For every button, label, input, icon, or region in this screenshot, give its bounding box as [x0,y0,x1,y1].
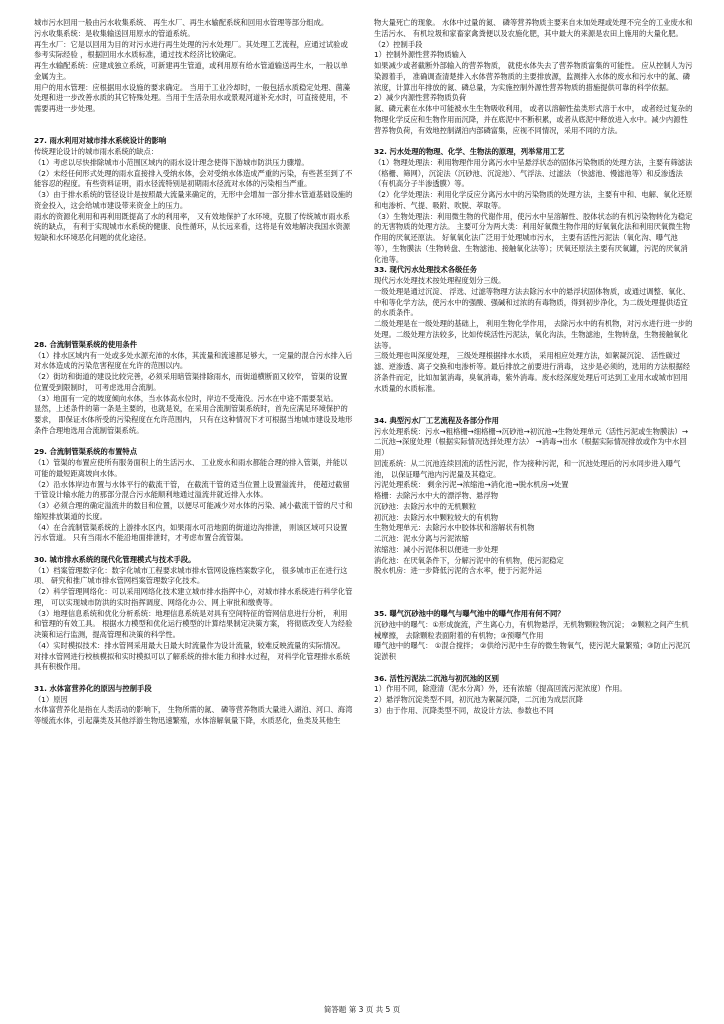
paragraph: 3）由于作用、沉降类型不同，故设计方法、参数也不同 [374,705,554,715]
paragraph: 物大量死亡的现象。 水体中过量的氮、 磷等营养物质主要来自未加处理或处理不完全的工业废水和生活污水、 有机垃圾和家畜家禽粪便以及农施化肥，其中最大的来源是农田上施用的大量化肥。 [374,18,693,38]
paragraph: 现代污水处理技术按处理程度划分三级。 [374,276,506,285]
paragraph: 传统理论设计的城市雨水系统的缺点： [34,147,159,156]
paragraph: 再生水输配系统：应建成独立系统，可新建再生管道，或利用原有给水管道输送再生水，一般以单金属为主。 [34,61,348,81]
spacer [34,115,354,137]
paragraph: 1）控制外源性营养物质输入 [374,50,467,60]
spacer [374,136,694,147]
left-column [34,18,354,727]
paragraph: 雨水的资源化利用和再利用既提高了水的利用率， 又有效地保护了水环境，克服了传统城市雨水系统的缺点， 有利于实现城市水系统的健康、良性循环，从长远来看，这将是有效地解决我国水资源短缺和水环境恶化问题的优化途径。 [34,211,351,242]
paragraph: 2）减少内源性营养物质负荷 [374,93,467,103]
paragraph: 污泥处理系统： 剩余污泥→浓缩池→消化池→脱水机房→处置 [374,480,569,490]
section-heading: 31. 水体富营养化的原因与控制手段 [34,683,152,693]
paragraph: 回流系统：从二沉池连续回流的活性污泥，作为接种污泥，和一沉池处理后的污水同步进入曝气池， 以保证曝气池内污泥量及其稳定。 [374,458,681,479]
paragraph: （2）化学处理法：利用化学反应分离污水中的污染物质的处理方法，主要有中和、电解、氧化还原和电渗析、气提、吸附、吹脱、萃取等。 [374,190,693,210]
paragraph: （1）排水区域内有一处或多处水源充沛的水体，其流量和流速都足够大，一定量的混合污水排入后对水体造成的污染危害程度在允许的范围以内。 [34,350,353,371]
paragraph: 消化池：在厌氧条件下，分解污泥中的有机物，使污泥稳定 [374,555,564,565]
paragraph: 水体富营养化是指在人类活动的影响下， 生物所需的氮、 磷等营养物质大量进入湖泊、河口、海湾等缓流水体，引起藻类及其他浮游生物迅速繁殖，水体溶解氧量下降，水质恶化，鱼类及其他生 [34,705,353,725]
paragraph: 用户的用水管理：应根据用水设施的要求确定。 当用于工业冷却时，一般包括水质稳定处理、菌藻处理和进一步改善水质的其它特殊处理。当用于生活杂用水或景观河道补充水时，可直接使用，不需要再进一步处理。 [34,82,351,113]
paragraph: （1）管渠的布置应使所有服务面积上的生活污水、 工业废水和雨水都能合理的排入管渠，并能以可能的最短距离坡向水体。 [34,458,348,478]
paragraph: 1）作用不同，除澄清（泥水分离）外，还有浓缩（提高回流污泥浓度）作用。 [374,684,627,694]
paragraph: 曝气池中的曝气： ①混合搅拌； ②供给污泥中生存的微生物氧气，使污泥大量繁殖；③防止污泥沉淀淤积 [374,641,691,661]
paragraph: （2）沿水体岸边布置与水体平行的截流干管， 在截流干管的适当位置上设置溢流井， 使超过截留干管设计输水能力的那部分混合污水能顺利地通过溢流井就近排入水体。 [34,479,350,500]
paragraph: 城市污水回用一般由污水收集系统、 再生水厂、再生水输配系统和回用水管理等部分组成。 [34,18,329,27]
paragraph: （3）由于排水系统的管径设计是按照最大流量来确定的，无形中会增加一部分排水管道基础设施的资金投入，这会给城市建设带来资金上的压力。 [34,190,353,210]
section-heading: 28. 合流制管渠系统的使用条件 [34,339,138,349]
paragraph: （4）在合流制管渠系统的上游排水区内，如果雨水可沿地面的街道边沟排泄， 则该区域可只设置污水管道。 只有当雨水不能沿地面排泄时，才考虑布置合流管渠。 [34,522,348,543]
paragraph: 污水收集系统：是收集输送回用原水的管道系统。 [34,28,195,38]
paragraph: （3）生物处理法：利用微生物的代谢作用，使污水中呈溶解性、胶体状态的有机污染物转化为稳定的无害物质的处理方法。 主要可分为两大类：利用好氧微生物作用的好氧氧化法和利用厌氧微生物作用的厌氧还原法。 好氧氧化法广泛用于处理城市污水， 主要有活性污泥法（氧化沟、曝气池等），生物膜法（生物转盘、生物滤池、接触氧化法等）；厌氧还原法主要有厌氧罐，污泥的厌氧消化池等。 [374,211,693,264]
spacer [34,544,354,555]
paragraph: （1）考虑以尽快排除城市小范围区域内的雨水设计理念使得下游城市防洪压力骤增。 [34,157,309,167]
paragraph: 再生水厂：它是以回用为目的对污水进行再生处理的污水处理厂。其处理工艺流程，应通过试验或参考实际经验 ，根据回用水水质标准，通过技术经济比较确定。 [34,39,348,60]
paragraph: 格栅：去除污水中大的漂浮物、悬浮物 [374,491,499,500]
section-heading: 33. 现代污水处理技术各级任务 [374,265,478,275]
paragraph: 二沉池：泥水分离与污泥浓缩 [374,534,469,543]
paragraph: 浓缩池：减小污泥体积以便进一步处理 [374,544,499,554]
spacer [374,394,694,416]
paragraph: 污水处理系统：污水→粗格栅→细格栅→沉砂池→初沉池→生物处理单元（活性污泥或生物膜法）→二沉池→深度处理（根据实际情况选择处理方法） →消毒→出水（根据实际情况排放或作为中水回用） [374,426,688,457]
paragraph: （2）控制手段 [374,39,423,49]
paragraph: 初沉池：去除污水中颗粒较大的有机物 [374,512,499,522]
paragraph: 2）悬浮物沉淀类型不同，初沉池为絮凝沉降，二沉池为成层沉降 [374,695,583,704]
paragraph: （4）实时模拟技术：排水管网采用最大日最大时流量作为设计流量，较难反映流量的实际情况。 对排水管网进行校核模拟和实时模拟可以了解系统的排水能力和排水过程， 对科学化管理排水系统具有积极作用。 [34,640,351,672]
paragraph: 沉砂池：去除污水中的无机颗粒 [374,501,477,511]
section-heading: 34. 典型污水厂工艺流程及各部分作用 [374,415,499,425]
paragraph: （2）科学管理网络化：可以采用网络化技术建立城市排水指挥中心，对城市排水系统进行科学化管理， 可以实现城市防洪的实时指挥调度、网络化办公、网上审批和缴费等。 [34,587,353,607]
paragraph: （1）物理处理法：利用物理作用分离污水中呈悬浮状态的固体污染物质的处理方法，主要有筛滤法 （格栅、筛网），沉淀法（沉砂池、沉淀池）、气浮法、过滤法 （快滤池、慢滤池等）和反渗透法（有机高分子半渗透膜）等。 [374,157,693,189]
section-heading: 29. 合流制管渠系统的布置特点 [34,447,138,457]
spacer [34,437,354,448]
paragraph: （2）未经任何形式处理的雨水直接排入受纳水体，会对受纳水体造成严重的污染，有些甚至到了不能容忍的程度。有些资料证明，雨水径流特别是初期雨水径流对水体的污染相当严重。 [34,168,353,189]
spacer [374,663,694,674]
paragraph: 二级处理是在一级处理的基础上， 利用生物化学作用， 去除污水中的有机物，对污水进行进一步的处理。二级处理方法较多，比如传统活性污泥法，氧化沟法，生物滤池，生物转盘，生物接触氧化法等。 [374,319,693,350]
page-footer: 简答题 第 3 页 共 5 页 [323,1005,401,1014]
spacer [374,577,694,609]
section-heading: 27. 雨水利用对城市排水系统设计的影响 [34,136,167,146]
paragraph: （2）街坊和街道的建设比较完善，必须采用暗管渠排除雨水，而街道横断面又较窄， 管渠的设置位置受到限制时， 可考虑选用合流制。 [34,372,348,392]
paragraph: 一级处理是通过沉淀、 浮选、过滤等物理方法去除污水中的悬浮状固体物质，或通过调整、氧化、中和等化学方法，使污水中的强酸、强碱和过浓的有毒物质，得到初步净化，为二级处理提供适宜的水质条件。 [374,286,691,318]
section-heading: 30. 城市排水系统的现代化管理模式与技术手段。 [34,554,196,564]
section-heading: 35. 曝气沉砂池中的曝气与曝气池中的曝气作用有何不同？ [374,609,565,618]
section-heading: 32. 污水处理的物理、化学、生物法的原理，列举常用工艺 [374,147,565,156]
paragraph: （1）原因 [34,694,68,704]
section-heading: 36. 活性污泥法二沉池与初沉池的区别 [374,673,499,683]
paragraph: 三级处理也叫深度处理， 三级处理根据排水水质， 采用相应处理方法，如絮凝沉淀、 活性碳过滤、逆渗透、离子交换和电渗析等。最后排放之前要进行消毒， 这步是必须的，选用的方法根据经济条件而定，比如加氯消毒，臭氧消毒，紫外消毒。废水经深度处理后可达到工业用水或城市回用水质量的水质标准。 [374,351,691,393]
paragraph: 脱水机房：进一步降低污泥的含水率，便于污泥外运 [374,566,542,576]
spacer [34,244,354,340]
paragraph: 氮、磷元素在水体中可能被水生生物吸收利用， 或者以溶解性盐类形式溶于水中， 或者经过复杂的物理化学反应和生物作用而沉降，并在底泥中不断积累，或者从底泥中释放进入水中。减少内源性营养物负荷，有效地控制湖泊内部磷富集，应视不同情况，采用不同的方法。 [374,104,693,135]
paragraph: 显然，上述条件的第一条是主要的，也就是说，在采用合流制管渠系统时，首先应满足环境保护的要求， 即保证水体所受的污染程度在允许范围内， 只有在这种情况下才可根据当地城市建设及地形条件合理地选用合流制管渠系统。 [34,404,353,435]
right-column [374,18,694,717]
paragraph: 如果减少或者截断外部输入的营养物质， 就使水体失去了营养物质富集的可能性。 应从控制人为污染源着手， 准确调查清楚排入水体营养物质的主要排放源，监测排入水体的废水和污水中的氮、磷浓度，计算出年排放的氮、磷总量，为实施控制外源性营养物质的措施提供可靠的科学依据。 [374,61,693,92]
paragraph: （3）地面有一定的坡度倾向水体，当水体高水位时，岸边不受淹没。污水在中途不需要泵站。 [34,393,338,403]
paragraph: 沉砂池中的曝气：①形成旋流，产生离心力，有机物悬浮，无机物颗粒物沉淀； ②颗粒之间产生机械摩擦， 去除颗粒表面附着的有机物；③预曝气作用 [374,619,689,640]
paragraph: （3）必须合理的确定溢流井的数目和位置，以便尽可能减少对水体的污染、减小截流干管的尺寸和缩短排放渠道的长度。 [34,501,353,521]
spacer [34,673,354,684]
paragraph: （1）档案管理数字化：数字化城市工程要求城市排水管网设施档案数字化， 很多城市正在进行这项、 研究和推广城市排水管网档案管理数字化技术。 [34,565,348,586]
paragraph: 生物处理单元：去除污水中胶体状和溶解状有机物 [374,523,535,533]
paragraph: （3）地理信息系统和优化分析系统：地理信息系统是对具有空间特征的管网信息进行分析， 利用和管理的有效工具。 根据水力模型和优化运行模型的计算结果制定决策方案， 将彻底改变人为经验决策和运行监测，提高管理和决策的科学性。 [34,608,353,639]
